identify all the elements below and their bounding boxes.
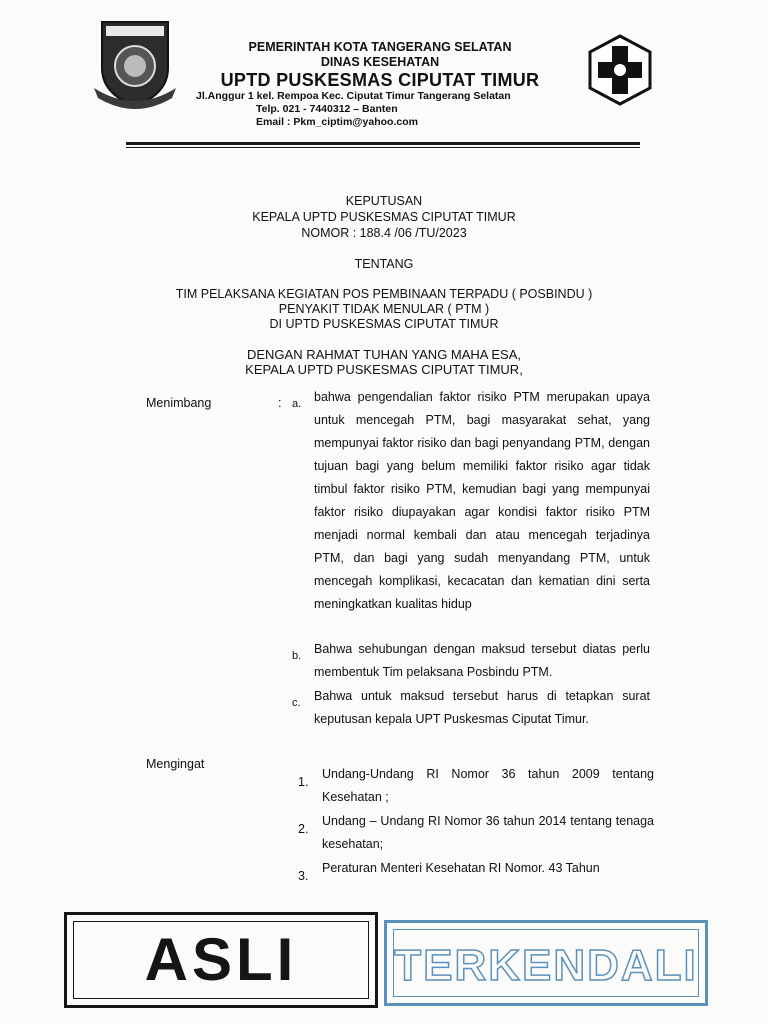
tangerang-selatan-logo <box>92 18 178 110</box>
header-rule-thick <box>126 142 640 145</box>
government-name: PEMERINTAH KOTA TANGERANG SELATAN <box>248 40 512 54</box>
subject-line-1: TIM PELAKSANA KEGIATAN POS PEMBINAAN TERPADU ( POSBINDU ) <box>175 287 593 301</box>
issuer: KEPALA UPTD PUSKESMAS CIPUTAT TIMUR <box>252 210 516 224</box>
mengingat-label: Mengingat <box>146 757 205 771</box>
agency-name: DINAS KESEHATAN <box>320 55 440 69</box>
subject-line-2: PENYAKIT TIDAK MENULAR ( PTM ) <box>278 302 490 316</box>
address: Jl.Anggur 1 kel. Rempoa Kec. Ciputat Timur Tangerang Selatan <box>196 90 511 102</box>
terkendali-stamp <box>384 920 708 1006</box>
puskesmas-logo <box>588 34 652 106</box>
menimbang-label: Menimbang <box>146 396 212 410</box>
law-3-text: Peraturan Menteri Kesehatan RI Nomor. 43 Tahun <box>322 861 600 875</box>
subject-line-3: DI UPTD PUSKESMAS CIPUTAT TIMUR <box>269 317 499 331</box>
item-a-letter: a. <box>292 398 302 410</box>
law-2-text: Undang – Undang RI Nomor 36 tahun 2014 tentang tenaga kesehatan; <box>322 814 654 851</box>
letterhead <box>190 40 570 129</box>
item-b-letter: b. <box>292 650 302 662</box>
menimbang-colon: : <box>278 396 282 410</box>
asli-stamp-text: ASLI <box>144 926 298 993</box>
item-c-text: Bahwa untuk maksud tersebut harus di tetapkan surat keputusan kepala UPT Puskesmas Ciputat Timur. <box>314 689 650 726</box>
item-a-text: bahwa pengendalian faktor risiko PTM merupakan upaya untuk mencegah PTM, bagi masyarakat sehat, yang mempunyai faktor risiko dan bagi penyandang PTM, dengan tujuan bagi yang belum memiliki faktor risiko agar tidak timbul faktor risiko PTM, kemudian bagi yang mempunyai faktor risiko diupayakan agar kondisi faktor risiko PTM menjadi normal kembali dan atau mencegah terjadinya PTM, dan bagi yang sudah menyandang PTM, untuk mencegah komplikasi, kecacatan dan kematian dini serta meningkatkan kualitas hidup <box>314 390 650 611</box>
decree-number: NOMOR : 188.4 /06 /TU/2023 <box>301 226 467 240</box>
phone: Telp. 021 - 7440312 – Banten <box>256 103 398 115</box>
doc-type: KEPUTUSAN <box>345 194 423 208</box>
item-b-text: Bahwa sehubungan dengan maksud tersebut diatas perlu membentuk Tim pelaksana Posbindu PTM. <box>314 642 650 679</box>
about-heading: TENTANG <box>354 257 414 271</box>
invocation-line-2: KEPALA UPTD PUSKESMAS CIPUTAT TIMUR, <box>245 362 523 377</box>
asli-stamp <box>64 912 378 1008</box>
law-2-number: 2. <box>298 822 309 836</box>
item-c-letter: c. <box>292 697 301 709</box>
email: Email : Pkm_ciptim@yahoo.com <box>256 116 418 128</box>
law-1-number: 1. <box>298 775 309 789</box>
invocation-line-1: DENGAN RAHMAT TUHAN YANG MAHA ESA, <box>246 347 521 362</box>
header-rule-thin <box>126 147 640 148</box>
law-3-number: 3. <box>298 869 309 883</box>
terkendali-stamp-text: TERKENDALI <box>394 941 698 990</box>
law-1-text: Undang-Undang RI Nomor 36 tahun 2009 tentang Kesehatan ; <box>322 767 654 804</box>
institution-name: UPTD PUSKESMAS CIPUTAT TIMUR <box>220 70 540 90</box>
